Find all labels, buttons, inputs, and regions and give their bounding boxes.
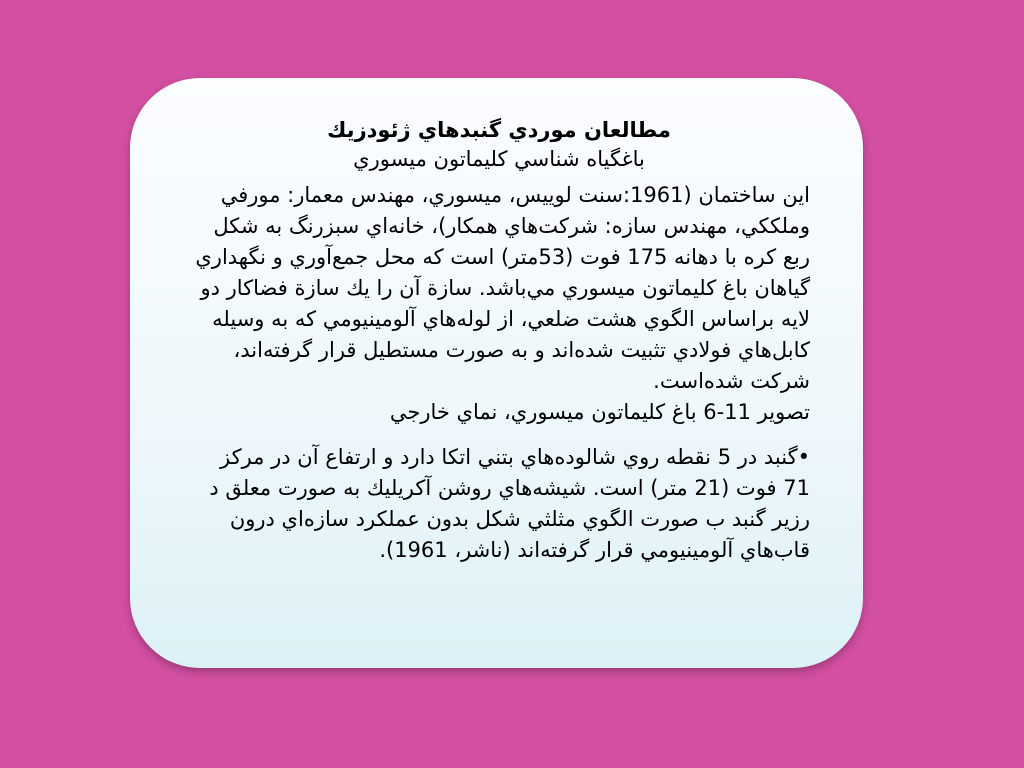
body-paragraph: اين ساختمان (1961:سنت لوييس، ميسوري، مهندس معمار: مورفي وملككي، مهندس سازه: شركت‌هاي همكار)، خانه‌اي سبزرنگ به شكل ربع كره با دهانه 175 فوت (53متر) است كه محل جمع‌آوري و نگهداري گياهان باغ كليماتون ميسوري مي‌باشد. سازة آن را يك سازة فضاكار دو لايه براساس الگوي هشت ضلعي، از لوله‌هاي آلومينيومي كه به وسيله كابل‌هاي فولادي تثبيت شده‌اند و به صورت مستطيل قرار گرفته‌اند، شركت شده‌است.: [195, 183, 810, 393]
figure-caption: تصوير 11-6 باغ كليماتون ميسوري، نماي خارجي: [389, 400, 810, 424]
slide-subtitle: باغگياه شناسي كليماتون ميسوري: [353, 147, 645, 171]
bullet-paragraph: •گنبد در 5 نقطه روي شالوده‌هاي بتني اتكا دارد و ارتفاع آن در مركز 71 فوت (21 متر) است. شيشه‌هاي روشن آكريليك به صورت معلق د رزير گنبد ب صورت الگوي مثلثي شكل بدون عملكرد سازه‌اي درون قاب‌هاي آلومينيومي قرار گرفته‌اند (ناشر، 1961).: [209, 445, 810, 562]
slide-content: [188, 116, 810, 566]
slide-title: مطالعان موردي گنبدهاي ژئودزيك: [327, 118, 671, 142]
